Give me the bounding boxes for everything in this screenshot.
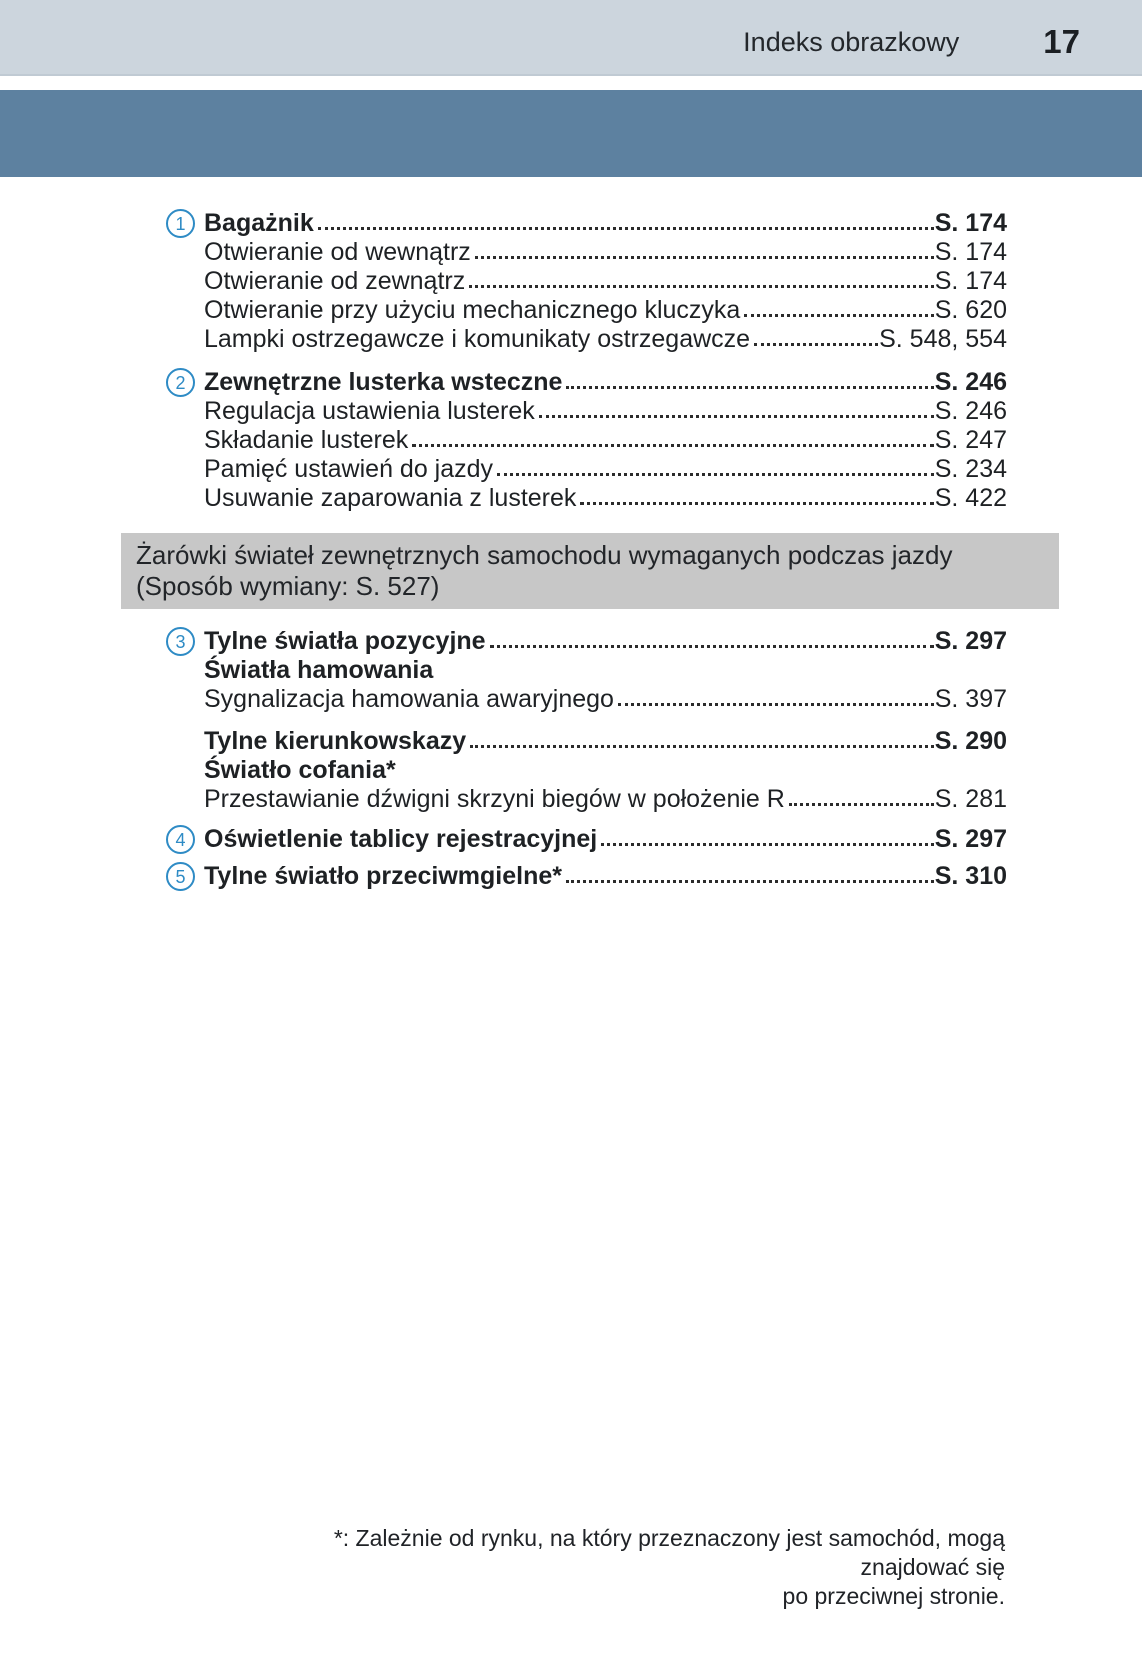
toc-entry-label: Lampki ostrzegawcze i komunikaty ostrzegawcze (204, 325, 751, 353)
toc-entry-label: Tylne światła pozycyjne (204, 627, 486, 655)
toc-entry-label: Światło cofania* (204, 756, 396, 784)
toc-group (166, 368, 1007, 513)
toc-page-ref[interactable]: S. 397 (934, 685, 1007, 713)
toc-row[interactable] (166, 862, 1007, 891)
dot-leader (469, 285, 933, 288)
dot-leader (601, 843, 933, 846)
toc-group (166, 825, 1007, 854)
bulb-note-line1: Żarówki świateł zewnętrznych samochodu wymaganych podczas jazdy (136, 540, 953, 570)
toc-entry-label: Otwieranie od wewnątrz (204, 238, 471, 266)
item-number-cell (166, 825, 204, 854)
toc-page-ref[interactable]: S. 620 (934, 296, 1007, 324)
toc-group (166, 209, 1007, 354)
item-number-cell (166, 368, 204, 397)
dot-leader (744, 314, 933, 317)
toc-page-ref[interactable]: S. 174 (934, 267, 1007, 295)
toc-row[interactable] (166, 426, 1007, 455)
item-number-badge: 4 (166, 825, 195, 854)
toc-row[interactable] (166, 785, 1007, 814)
item-number-cell (166, 455, 204, 484)
bulb-note-line2: (Sposób wymiany: S. 527) (136, 571, 440, 601)
toc-entry-label: Sygnalizacja hamowania awaryjnego (204, 685, 614, 713)
toc-entry-label: Tylne kierunkowskazy (204, 727, 467, 755)
toc-page-ref[interactable]: S. 174 (934, 238, 1007, 266)
page-header-title: Indeks obrazkowy (743, 26, 960, 57)
item-number-cell (166, 426, 204, 455)
dot-leader (789, 803, 934, 806)
item-number-cell (166, 862, 204, 891)
toc-row[interactable] (166, 209, 1007, 238)
toc-row[interactable] (166, 685, 1007, 714)
item-number-badge: 2 (166, 368, 195, 397)
toc-row[interactable] (166, 325, 1007, 354)
toc-page-ref[interactable]: S. 297 (934, 627, 1007, 655)
toc-entry-label: Tylne światło przeciwmgielne* (204, 862, 562, 890)
toc-page-ref[interactable]: S. 310 (934, 862, 1007, 890)
toc-entry-label: Pamięć ustawień do jazdy (204, 455, 494, 483)
toc-entry-label: Oświetlenie tablicy rejestracyjnej (204, 825, 598, 853)
toc-page-ref[interactable]: S. 174 (934, 209, 1007, 237)
item-number-badge: 1 (166, 209, 195, 238)
toc-entry-label: Zewnętrzne lusterka wsteczne (204, 368, 563, 396)
footnote-line2: po przeciwnej stronie. (782, 1583, 1005, 1609)
toc-entry-label: Usuwanie zaparowania z lusterek (204, 484, 577, 512)
item-number-badge: 3 (166, 627, 195, 656)
item-number-cell (166, 267, 204, 296)
toc-entry-label: Przestawianie dźwigni skrzyni biegów w położenie R (204, 785, 785, 813)
dot-leader (412, 444, 933, 447)
toc-page-ref[interactable]: S. 290 (934, 727, 1007, 755)
toc-page-ref[interactable]: S. 281 (934, 785, 1007, 813)
toc-entry-label: Otwieranie przy użyciu mechanicznego kluczyka (204, 296, 741, 324)
toc-page-ref[interactable]: S. 247 (934, 426, 1007, 454)
toc-row[interactable] (166, 455, 1007, 484)
toc-row[interactable] (166, 627, 1007, 656)
dot-leader (470, 745, 934, 748)
dot-leader (566, 386, 933, 389)
item-number-cell (166, 209, 204, 238)
item-number-cell (166, 656, 204, 685)
toc-row[interactable] (166, 656, 1007, 685)
toc-entry-label: Bagażnik (204, 209, 314, 237)
toc-page-ref[interactable]: S. 297 (934, 825, 1007, 853)
dot-leader (497, 473, 934, 476)
toc-entry-label: Składanie lusterek (204, 426, 409, 454)
item-number-cell (166, 238, 204, 267)
toc-group (166, 862, 1007, 891)
toc-group (166, 727, 1007, 814)
footnote (225, 1524, 1005, 1611)
item-number-cell (166, 296, 204, 325)
page-header-band (0, 0, 1142, 76)
toc-row[interactable] (166, 484, 1007, 513)
item-number-cell (166, 325, 204, 354)
toc-row[interactable] (166, 756, 1007, 785)
toc-row[interactable] (166, 296, 1007, 325)
item-number-cell (166, 685, 204, 714)
dot-leader (490, 645, 934, 648)
toc-page-ref[interactable]: S. 246 (934, 368, 1007, 396)
item-number-cell (166, 397, 204, 426)
section-banner (0, 90, 1142, 177)
page-number: 17 (1043, 23, 1080, 60)
toc-entry-label: Regulacja ustawienia lusterek (204, 397, 535, 425)
item-number-cell (166, 756, 204, 785)
toc-row[interactable] (166, 238, 1007, 267)
dot-leader (539, 415, 934, 418)
toc-page-ref[interactable]: S. 548, 554 (879, 325, 1007, 353)
toc-entry-label: Światła hamowania (204, 656, 434, 684)
toc-page-ref[interactable]: S. 422 (934, 484, 1007, 512)
toc-page-ref[interactable]: S. 234 (934, 455, 1007, 483)
dot-leader (475, 256, 934, 259)
dot-leader (566, 880, 934, 883)
toc-row[interactable] (166, 825, 1007, 854)
dot-leader (754, 343, 878, 346)
toc-row[interactable] (166, 267, 1007, 296)
dot-leader (580, 502, 933, 505)
dot-leader (318, 227, 934, 230)
toc-list-bottom (166, 627, 1007, 891)
toc-row[interactable] (166, 368, 1007, 397)
item-number-cell (166, 627, 204, 656)
footnote-line1: *: Zależnie od rynku, na który przeznaczony jest samochód, mogą znajdować się (333, 1525, 1005, 1580)
dot-leader (618, 703, 934, 706)
toc-row[interactable] (166, 727, 1007, 756)
toc-entry-label: Otwieranie od zewnątrz (204, 267, 466, 295)
toc-list-top (166, 209, 1007, 513)
toc-page-ref[interactable]: S. 246 (934, 397, 1007, 425)
item-number-cell (166, 484, 204, 513)
item-number-badge: 5 (166, 862, 195, 891)
toc-row[interactable] (166, 397, 1007, 426)
bulb-note-box (121, 533, 1059, 609)
item-number-cell (166, 785, 204, 814)
toc-group (166, 627, 1007, 714)
item-number-cell (166, 727, 204, 756)
